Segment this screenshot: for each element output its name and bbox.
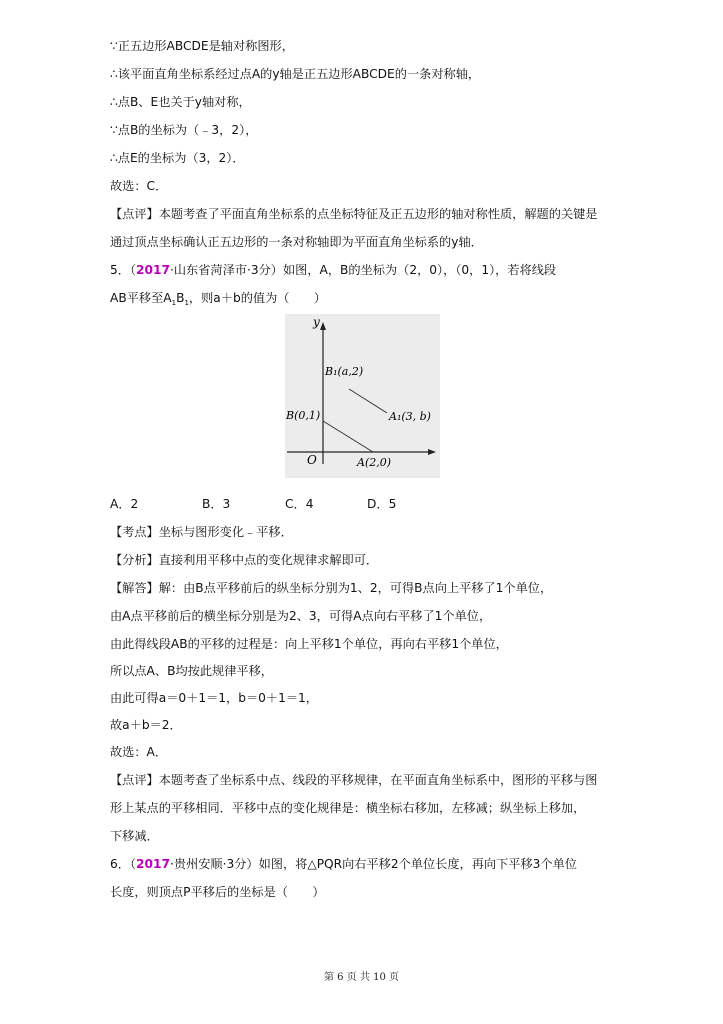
figure-svg <box>285 314 440 478</box>
solution-line: 由此得线段AB的平移的过程是：向上平移1个单位，再向右平移1个单位， <box>110 637 508 651</box>
solution-line: 由此可得a＝0＋1＝1，b＝0＋1＝1， <box>110 691 318 705</box>
y-axis-arrow-icon <box>320 322 326 330</box>
page-footer: 第 6 页 共 10 页 <box>324 972 399 983</box>
question-source: ·贵州安顺·3分）如图，将△PQR向右平移2个单位长度，再向下平移3个单位 <box>169 857 577 871</box>
q5-text-c: ，则a＋b的值为（ ） <box>188 291 327 305</box>
point-a-label: A(2,0) <box>357 456 392 469</box>
text-line: ∴点E的坐标为（3，2）． <box>110 151 245 165</box>
origin-label: O <box>307 453 317 467</box>
text-line: ∵点B的坐标为（﹣3，2）， <box>110 123 258 137</box>
comment-line: 【点评】本题考查了平面直角坐标系的点坐标特征及正五边形的轴对称性质，解题的关键是 <box>110 207 598 221</box>
option-b: B．3 <box>202 497 231 511</box>
x-axis-arrow-icon <box>428 449 436 455</box>
point-b1-label: B₁(a,2) <box>325 365 364 378</box>
coordinate-figure <box>285 314 440 478</box>
comment-line: 【点评】本题考查了坐标系中点、线段的平移规律，在平面直角坐标系中，图形的平移与图 <box>110 773 598 787</box>
q5-text-b: B <box>176 291 185 305</box>
segment-ab <box>323 421 373 452</box>
question-source: ·山东省菏泽市·3分）如图，A，B的坐标为（2，0），（0，1），若将线段 <box>169 263 557 277</box>
y-axis-label: y <box>313 315 320 329</box>
point-a1-label: A₁(3, b) <box>389 410 431 423</box>
question-number: 6．（ <box>110 857 137 871</box>
segment-a1b1 <box>349 389 387 413</box>
solution-line: 故选：A． <box>110 745 168 759</box>
q5-subscript: 1 <box>184 299 189 307</box>
question-6-line-2: 长度，则顶点P平移后的坐标是（ ） <box>110 885 325 899</box>
solution-line: 【考点】坐标与图形变化﹣平移． <box>110 525 293 539</box>
question-year: 2017 <box>136 857 170 871</box>
point-b-label: B(0,1) <box>286 409 321 422</box>
text-line: ∴点B、E也关于y轴对称， <box>110 95 251 109</box>
option-d: D．5 <box>367 497 397 511</box>
option-a: A．2 <box>110 497 139 511</box>
text-line: 故选：C． <box>110 179 168 193</box>
question-number: 5．（ <box>110 263 137 277</box>
solution-line: 【分析】直接利用平移中点的变化规律求解即可． <box>110 553 379 567</box>
question-year: 2017 <box>136 263 170 277</box>
q5-text-a: AB平移至A <box>110 291 172 305</box>
question-6-line-1 <box>110 856 577 872</box>
answer-options <box>110 496 430 512</box>
solution-line: 【解答】解：由B点平移前后的纵坐标分别为1、2，可得B点向上平移了1个单位， <box>110 581 553 595</box>
comment-line: 通过顶点坐标确认正五边形的一条对称轴即为平面直角坐标系的y轴． <box>110 235 483 249</box>
text-line: ∵正五边形ABCDE是轴对称图形， <box>110 39 294 53</box>
question-5-line-1 <box>110 262 556 278</box>
comment-line: 形上某点的平移相同．平移中点的变化规律是：横坐标右移加，左移减；纵坐标上移加， <box>110 801 586 815</box>
option-c: C．4 <box>285 497 314 511</box>
q5-subscript: 1 <box>171 299 177 307</box>
solution-line: 所以点A、B均按此规律平移， <box>110 664 273 678</box>
text-line: ∴该平面直角坐标系经过点A的y轴是正五边形ABCDE的一条对称轴， <box>110 67 481 81</box>
solution-line: 由A点平移前后的横坐标分别是为2、3，可得A点向右平移了1个单位， <box>110 609 492 623</box>
solution-line: 故a＋b＝2． <box>110 718 182 732</box>
question-5-line-2 <box>110 290 326 308</box>
comment-line: 下移减． <box>110 829 159 843</box>
